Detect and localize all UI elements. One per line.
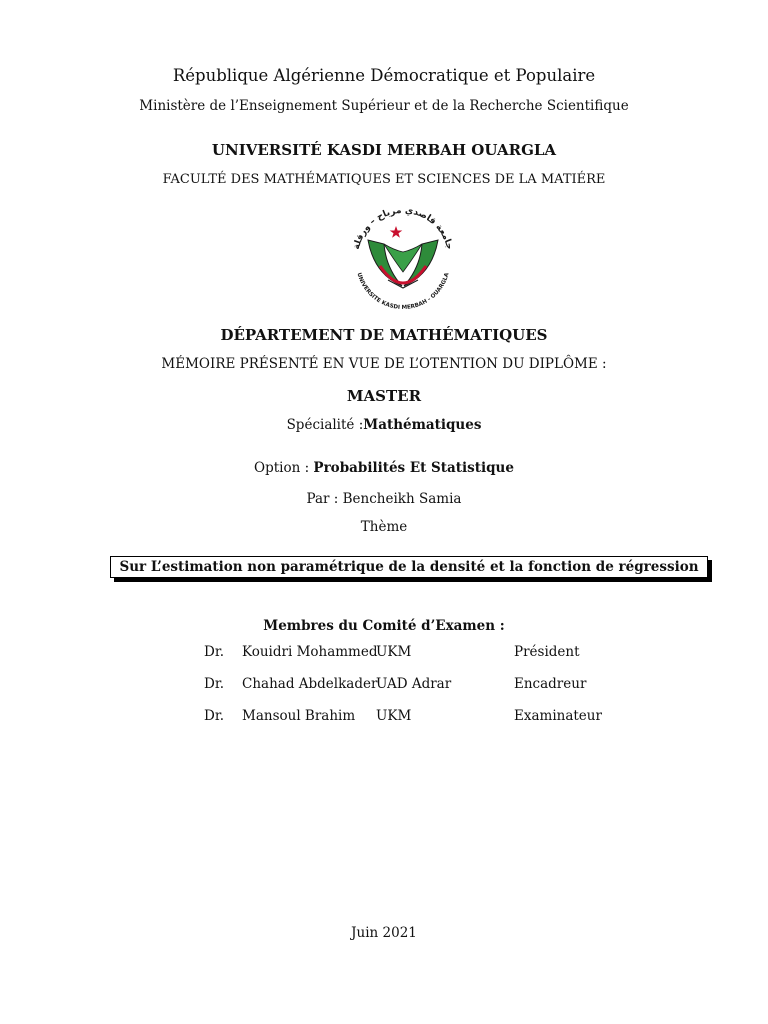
member-name: Mansoul Brahim (242, 708, 356, 724)
svg-text:جامعة قاصدي مرباح – ورقلة: جامعة قاصدي مرباح – ورقلة (351, 205, 455, 251)
degree-name: MASTER (346, 387, 422, 405)
member-role: Encadreur (514, 676, 587, 692)
specialite-label: Spécialité : (286, 417, 364, 433)
specialite-line (0, 417, 768, 433)
member-title: Dr. (204, 644, 225, 660)
option-label: Option : (254, 460, 314, 476)
specialite-value: Mathématiques (363, 417, 482, 433)
memoire-statement: MÉMOIRE PRÉSENTÉ EN VUE DE L’OTENTION DU DIPLÔME : (161, 356, 607, 372)
republic-heading: République Algérienne Démocratique et Populaire (172, 66, 596, 85)
option-line (0, 460, 768, 476)
submission-date: Juin 2021 (351, 925, 417, 941)
member-university: UAD Adrar (376, 676, 452, 692)
faculty-name: FACULTÉ DES MATHÉMATIQUES ET SCIENCES DE LA MATIÉRE (162, 172, 606, 187)
ministry-heading: Ministère de l’Enseignement Supérieur et de la Recherche Scientifique (139, 98, 629, 114)
committee-title: Membres du Comité d’Examen : (263, 618, 505, 634)
member-role: Examinateur (514, 708, 602, 724)
member-title: Dr. (204, 708, 225, 724)
member-name: Chahad Abdelkader (242, 676, 378, 692)
member-title: Dr. (204, 676, 225, 692)
department-heading: DÉPARTEMENT DE MATHÉMATIQUES (220, 326, 548, 344)
option-value: Probabilités Et Statistique (313, 460, 514, 476)
author-line: Par : Bencheikh Samia (306, 491, 462, 507)
member-university: UKM (376, 644, 412, 660)
university-logo (344, 200, 462, 312)
member-role: Président (514, 644, 580, 660)
university-name: UNIVERSITÉ KASDI MERBAH OUARGLA (211, 141, 557, 159)
member-name: Kouidri Mohammed (242, 644, 378, 660)
theme-label: Thème (360, 519, 408, 535)
member-university: UKM (376, 708, 412, 724)
svg-text:UNIVERSITE KASDI MERBAH - OUAR: UNIVERSITE KASDI MERBAH - OUARGLA (355, 272, 451, 312)
thesis-title-box: Sur L’estimation non paramétrique de la densité et la fonction de régression (110, 556, 708, 578)
